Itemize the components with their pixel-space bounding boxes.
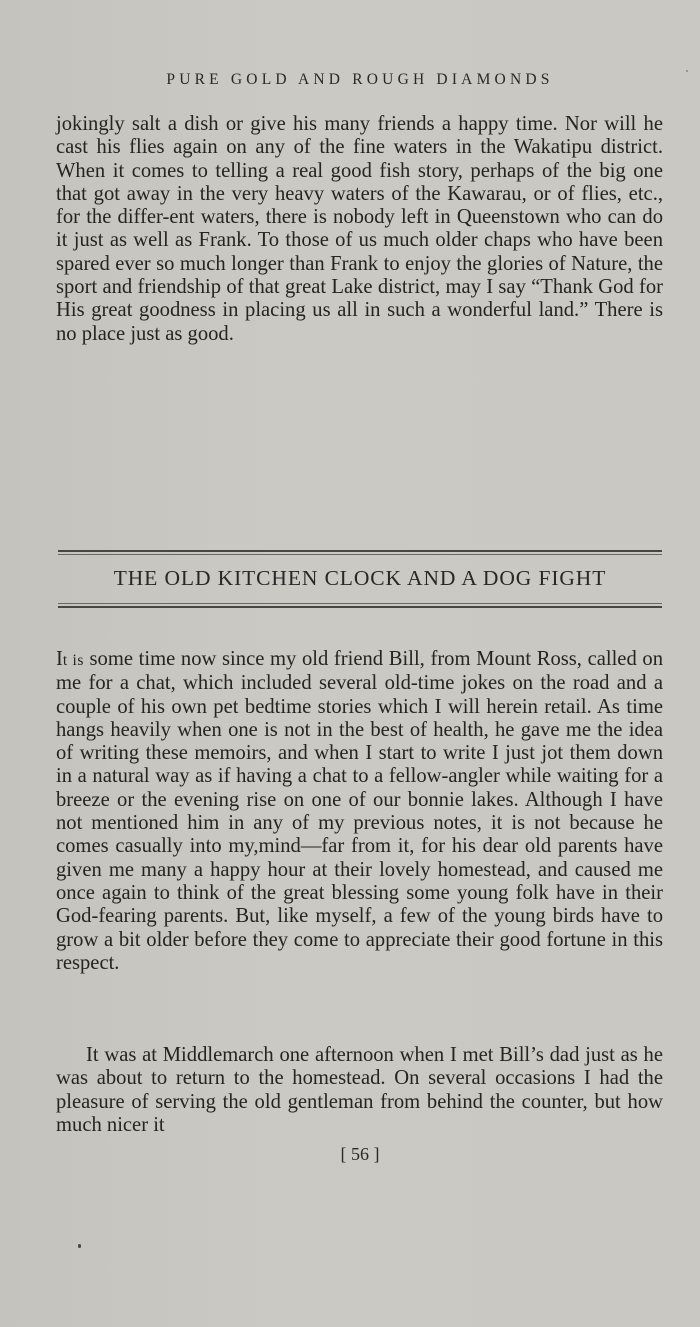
ink-speck [686, 70, 688, 72]
small-caps-lead: t is [62, 652, 84, 669]
title-rule-top [58, 550, 662, 555]
chapter-title: THE OLD KITCHEN CLOCK AND A DOG FIGHT [113, 566, 607, 590]
drop-cap: I [56, 648, 63, 670]
title-rule-bottom [58, 603, 662, 608]
paragraph-continued: jokingly salt a dish or give his many friends a happy time. Nor will he cast his flies again on any of the fine waters in the Wakatipu district. When it comes to telling a real good fish story, perhaps of the big one that got away in the very heavy waters of the Kawarau, or of flies, etc., for the differ-ent waters, there is nobody left in Queenstown who can do it just as well as Frank. To those of us much older chaps who have been spared ever so much longer than Frank to enjoy the glories of Nature, the sport and friendship of that great Lake district, may I say “Thank God for His great goodness in placing us all in such a wonderful land.” There is no place just as good. [56, 113, 663, 345]
page-number: [ 56 ] [340, 1144, 380, 1164]
chapter-opening-paragraph [56, 648, 663, 975]
paragraph-middlemarch: It was at Middlemarch one afternoon when I met Bill’s dad just as he was about to return to the homestead. On several occasions I had the pleasure of serving the old gentleman from behind the counter, but how much nicer it [56, 1044, 663, 1136]
running-head: PURE GOLD AND ROUGH DIAMONDS [166, 71, 554, 88]
ink-speck [78, 1244, 81, 1248]
paragraph-body: some time now since my old friend Bill, from Mount Ross, called on me for a chat, which included several old-time jokes on the road and a couple of his own pet bedtime stories which I will herein retail. As time hangs heavily when one is not in the best of health, he gave me the idea of writing these memoirs, and when I start to write I just jot them down in a natural way as if having a chat to a fellow-angler while waiting for a breeze or the evening rise on one of our bonnie lakes. Although I have not mentioned him in any of my previous notes, it is not because he comes casually into my,mind—far from it, for his dear old parents have given me many a happy hour at their lovely homestead, and caused me once again to think of the great blessing some young folk have in their God-fearing parents. But, like myself, a few of the young birds have to grow a bit older before they come to appreciate their good fortune in this respect. [56, 648, 663, 974]
